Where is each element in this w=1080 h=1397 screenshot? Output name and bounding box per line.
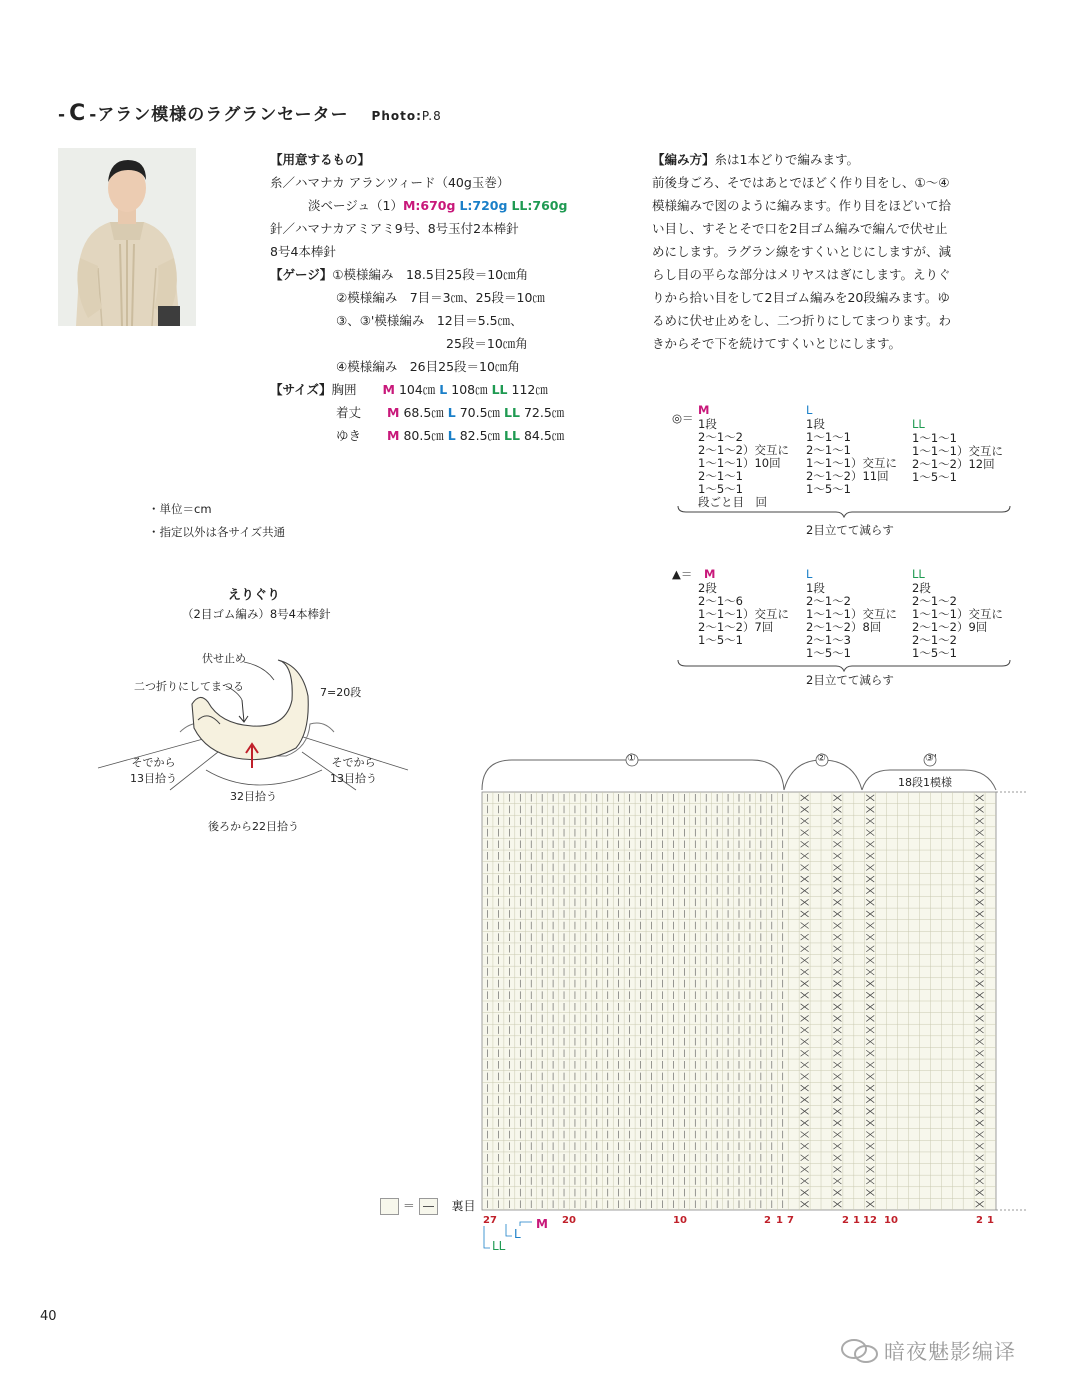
chart-label-2b: 2 (842, 1215, 849, 1226)
collar-title: えりぐり (228, 588, 281, 603)
needle-line-2: 8号4本棒針 (270, 244, 336, 259)
wechat-icon (840, 1338, 880, 1369)
needle-line-1: 針／ハマナカアミアミ9号、8号玉付2本棒針 (270, 221, 519, 236)
decrease1-ll-rows: 1〜1〜1 1〜1〜1）交互に 2〜1〜2）12回 1〜5〜1 (912, 431, 1003, 484)
section-2-label: ② (817, 753, 826, 764)
chart-marker-l: L (514, 1227, 521, 1241)
decrease2-m-rows: 2段 2〜1〜6 1〜1〜1）交互に 2〜1〜2）7回 1〜5〜1 (698, 581, 789, 647)
chart-label-20: 20 (562, 1215, 576, 1226)
gauge-line-2: ②模様編み 7目＝3㎝、25段＝10㎝ (336, 290, 545, 305)
decrease2-ll-rows: 2段 2〜1〜2 1〜1〜1）交互に 2〜1〜2）9回 2〜1〜2 1〜5〜1 (912, 581, 1003, 660)
chart-label-10: 10 (673, 1215, 687, 1226)
decrease2-ll-label: LL (912, 567, 925, 581)
instruction-line: らし目の平らな部分はメリヤスはぎにします。えりぐ (652, 267, 951, 282)
yarn-line: 糸／ハマナカ アランツィード（40g玉巻） (270, 175, 510, 190)
decrease2-brace (676, 658, 1012, 672)
section-3-label: ③' (925, 753, 937, 764)
chart-label-7: 7 (787, 1215, 794, 1226)
knitting-chart (470, 748, 1030, 1258)
decrease2-m-label: M (704, 567, 716, 581)
chart-label-2c: 2 (976, 1215, 983, 1226)
size-row-chest: 【サイズ】胸囲 M 104㎝ L 108㎝ LL 112㎝ (270, 382, 548, 397)
decrease1-footer: 2目立てて減らす (806, 523, 894, 537)
model-photo (58, 148, 196, 326)
decrease1-brace (676, 504, 1012, 518)
decrease1-l-rows: 1段 1〜1〜1 2〜1〜1 1〜1〜1）交互に 2〜1〜2）11回 1〜5〜1 (806, 417, 897, 496)
decrease-symbol-1: ◎＝ (672, 411, 694, 425)
decrease-symbol-2: ▲＝ (672, 567, 693, 581)
chart-legend: ＝ 裏目 (380, 1197, 476, 1215)
gauge-line-3: ③、③'模様編み 12目＝5.5㎝、 (336, 313, 523, 328)
collar-front-pick: 32目拾う (230, 790, 277, 803)
watermark: 暗夜魅影编译 (840, 1336, 1016, 1369)
decrease1-l-label: L (806, 403, 813, 417)
collar-fold-label: 二つ折りにしてまつる (134, 680, 244, 693)
collar-back-pick: 後ろから22目拾う (208, 820, 299, 833)
materials-section (270, 148, 567, 447)
chart-label-27: 27 (483, 1215, 497, 1226)
chart-label-2: 2 (764, 1215, 771, 1226)
decrease1-m-rows: 1段 2〜1〜2 2〜1〜2）交互に 1〜1〜1）10回 2〜1〜1 1〜5〜1 段ごと目 回 (698, 417, 789, 509)
notes (148, 498, 285, 544)
collar-bind-off: 伏せ止め (202, 652, 246, 665)
gauge-line-3b: 25段＝10㎝角 (446, 336, 528, 351)
collar-subtitle: （2目ゴム編み）8号4本棒針 (182, 607, 331, 621)
instructions-section (652, 148, 1032, 355)
decrease2-l-rows: 1段 2〜1〜2 1〜1〜1）交互に 2〜1〜2）8回 2〜1〜3 1〜5〜1 (806, 581, 897, 660)
size-row-length: 着丈 M 68.5㎝ L 70.5㎝ LL 72.5㎝ (336, 405, 565, 420)
repeat-label: 18段1模様 (898, 776, 952, 789)
instruction-line: るめに伏せ止めをし、二つ折りにしてまつります。わ (652, 313, 952, 328)
chart-label-1c: 1 (987, 1215, 994, 1226)
note-unit: ・単位＝cm (148, 502, 212, 516)
decrease1-ll-label: LL (912, 417, 925, 431)
instruction-line: い目し、すそとそで口を2目ゴム編みで編んで伏せ止 (652, 221, 948, 236)
decrease1-m-label: M (698, 403, 710, 417)
gauge-line-1: 【ゲージ】①模様編み 18.5目25段＝10㎝角 (270, 267, 529, 282)
page-number: 40 (40, 1309, 57, 1324)
instruction-line: めにします。ラグラン線をすくいとじにしますが、減 (652, 244, 952, 259)
legend-purl-cell (419, 1198, 438, 1215)
chart-marker-m: M (536, 1217, 548, 1231)
instruction-line: 【編み方】糸は1本どりで編みます。 (652, 152, 859, 167)
instruction-line: 前後身ごろ、そではあとでほどく作り目をし、①〜④ (652, 175, 950, 190)
chart-label-1: 1 (776, 1215, 783, 1226)
collar-right-pick: そでから 13目拾う (330, 756, 377, 785)
page-title: - C -アラン模様のラグランセーター Photo:P.8 (58, 101, 442, 126)
chart-label-12: 12 (863, 1215, 877, 1226)
collar-left-pick: そでから 13目拾う (130, 756, 177, 785)
collar-rows: 7=20段 (320, 686, 362, 699)
chart-label-1b: 1 (853, 1215, 860, 1226)
gauge-line-4: ④模様編み 26目25段＝10㎝角 (336, 359, 520, 374)
instruction-line: りから拾い目をして2目ゴム編みを20段編みます。ゆ (652, 290, 950, 305)
instruction-line: きからそで下を続けてすくいとじにします。 (652, 336, 902, 351)
photo-reference: Photo:P.8 (371, 109, 442, 123)
yarn-amounts: 淡ベージュ（1）M:670g L:720g LL:760g (308, 198, 568, 213)
decrease2-footer: 2目立てて減らす (806, 673, 894, 687)
size-row-sleeve: ゆき M 80.5㎝ L 82.5㎝ LL 84.5㎝ (336, 428, 565, 443)
materials-heading: 【用意するもの】 (270, 152, 371, 167)
section-1-label: ① (627, 753, 636, 764)
decrease2-l-label: L (806, 567, 813, 581)
chart-marker-ll: LL (492, 1239, 506, 1253)
chart-label-10b: 10 (884, 1215, 898, 1226)
instruction-line: 模様編みで図のように編みます。作り目をほどいて拾 (652, 198, 952, 213)
note-common: ・指定以外は各サイズ共通 (148, 525, 286, 539)
legend-blank-cell (380, 1198, 399, 1215)
